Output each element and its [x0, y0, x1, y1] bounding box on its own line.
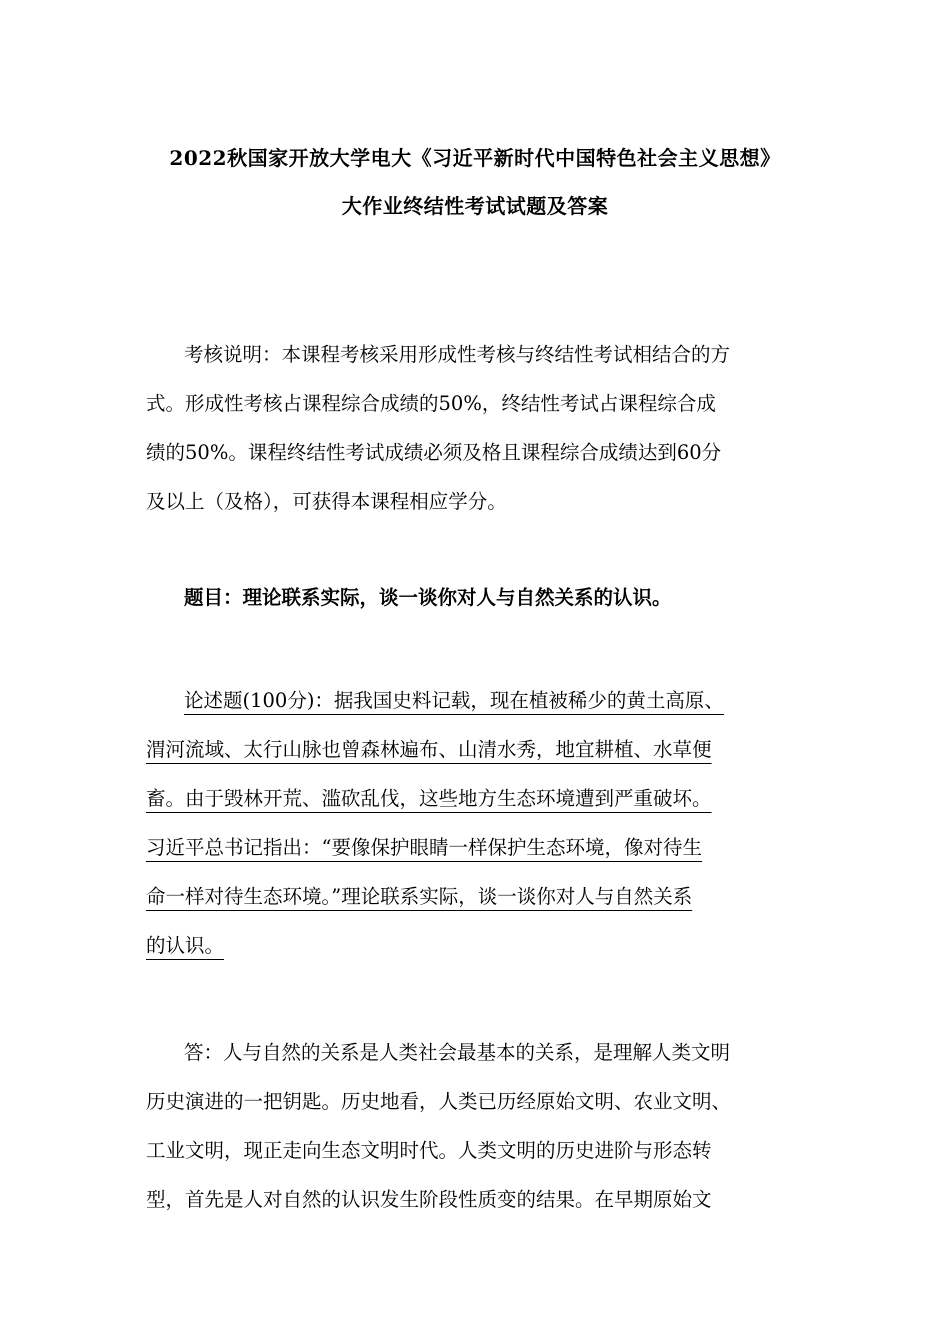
answer-line: 型，首先是人对自然的认识发生阶段性质变的结果。在早期原始文: [146, 1188, 712, 1211]
essay-line: [146, 676, 806, 725]
instructions-line: 式。形成性考核占课程综合成绩的50%，终结性考试占课程综合成: [146, 392, 716, 415]
essay-line-text: 论述题(100分)：据我国史料记载，现在植被稀少的黄土高原、: [184, 689, 724, 712]
essay-line: [146, 921, 806, 970]
essay-line: [146, 823, 806, 872]
instructions-line: 绩的50%。课程终结性考试成绩必须及格且课程综合成绩达到60分: [146, 441, 722, 464]
essay-line-text: 的认识。: [146, 934, 225, 957]
instructions-line: 考核说明：本课程考核采用形成性考核与终结性考试相结合的方: [184, 343, 731, 366]
answer-line: 历史演进的一把钥匙。历史地看，人类已历经原始文明、农业文明、: [146, 1090, 732, 1113]
essay-line-text: 命一样对待生态环境。”理论联系实际，谈一谈你对人与自然关系: [146, 885, 693, 908]
answer-text: [146, 1028, 806, 1224]
essay-line: [146, 872, 806, 921]
essay-line-text: 畜。由于毁林开荒、滥砍乱伐，这些地方生态环境遭到严重破坏。: [146, 787, 712, 810]
essay-line: [146, 774, 806, 823]
answer-line: 答：人与自然的关系是人类社会最基本的关系，是理解人类文明: [184, 1041, 731, 1064]
document-title-line-2: 大作业终结性考试试题及答案: [341, 194, 609, 218]
essay-question: [146, 676, 806, 970]
question-title: 题目：理论联系实际，谈一谈你对人与自然关系的认识。: [184, 586, 672, 609]
essay-line-text: 渭河流域、太行山脉也曾森林遍布、山清水秀，地宜耕植、水草便: [146, 738, 712, 761]
assessment-instructions: [146, 330, 806, 526]
essay-line: [146, 725, 806, 774]
answer-line: 工业文明，现正走向生态文明时代。人类文明的历史进阶与形态转: [146, 1139, 712, 1162]
essay-line-text: 习近平总书记指出：“要像保护眼睛一样保护生态环境，像对待生: [146, 836, 702, 859]
instructions-line: 及以上（及格），可获得本课程相应学分。: [146, 490, 507, 513]
document-title-line-1: 2022秋国家开放大学电大《习近平新时代中国特色社会主义思想》: [169, 146, 781, 170]
